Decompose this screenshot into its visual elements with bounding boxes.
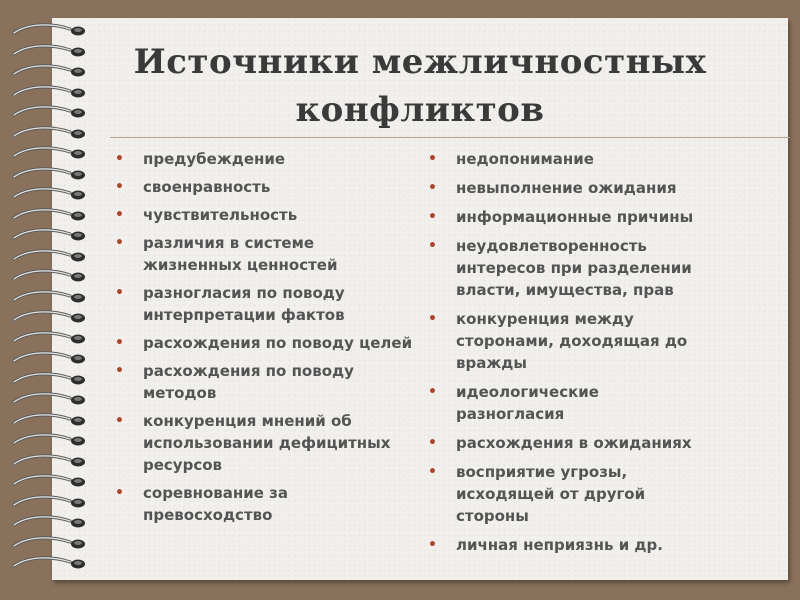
list-item [115,360,415,404]
list-item-text: личная неприязнь и др. [456,536,663,554]
bullet-icon: • [115,179,124,195]
list-item-text: чувствительность [143,206,298,224]
bullet-icon: • [428,537,437,553]
bullet-icon: • [428,180,437,196]
list-item [115,232,415,276]
title-divider [110,137,790,138]
binding-ring [8,535,88,551]
bullet-icon: • [428,311,437,327]
list-item [115,204,415,226]
binding-ring [8,309,88,325]
list-item [115,282,415,326]
binding-ring [8,391,88,407]
binding-ring [8,289,88,305]
bullet-icon: • [115,413,124,429]
title-text: Источники межличностных конфликтов [133,42,707,130]
bullet-icon: • [115,285,124,301]
left-list [115,148,415,532]
list-item [428,206,768,228]
list-item [115,332,415,354]
list-item-text: неудовлетворенность интересов при разделении власти, имущества, прав [456,237,692,299]
bullet-icon: • [428,209,437,225]
bullet-icon: • [428,435,437,451]
binding-ring [8,248,88,264]
bullet-icon: • [428,238,437,254]
binding-ring [8,350,88,366]
list-item [428,308,768,374]
list-item [428,381,768,425]
list-item [428,432,768,454]
list-item-text: восприятие угрозы, исходящей от другой стороны [456,463,646,525]
list-item-text: разногласия по поводу интерпретации фактов [143,284,345,324]
binding-ring [8,43,88,59]
list-item [115,176,415,198]
list-item [115,148,415,170]
list-item-text: своенравность [143,178,271,196]
binding-ring [8,514,88,530]
binding-ring [8,473,88,489]
binding-ring [8,186,88,202]
list-item-text: идеологические разногласия [456,383,599,423]
list-item [428,177,768,199]
bullet-icon: • [428,384,437,400]
right-list [428,148,768,563]
list-item-text: конкуренция мнений об использовании дефицитных ресурсов [143,412,391,474]
binding-ring [8,453,88,469]
list-item-text: предубеждение [143,150,286,168]
binding-ring [8,330,88,346]
bullet-icon: • [428,464,437,480]
list-item [115,410,415,476]
binding-ring [8,371,88,387]
bullet-icon: • [115,235,124,251]
list-item-text: недопонимание [456,150,594,168]
binding-ring [8,104,88,120]
binding-ring [8,63,88,79]
bullet-icon: • [115,335,124,351]
bullet-icon: • [115,363,124,379]
list-item [428,461,768,527]
binding-ring [8,166,88,182]
binding-ring [8,207,88,223]
list-item-text: невыполнение ожидания [456,179,677,197]
list-item-text: различия в системе жизненных ценностей [143,234,338,274]
list-item [115,482,415,526]
binding-ring [8,22,88,38]
binding-ring [8,432,88,448]
page-title [120,38,720,134]
binding-ring [8,412,88,428]
list-item-text: соревнование за превосходство [143,484,288,524]
list-item [428,235,768,301]
binding-ring [8,555,88,571]
binding-ring [8,268,88,284]
list-item [428,534,768,556]
binding-ring [8,125,88,141]
binding-ring [8,494,88,510]
bullet-icon: • [115,485,124,501]
list-item [428,148,768,170]
list-item-text: расхождения по поводу целей [143,334,413,352]
list-item-text: конкуренция между сторонами, доходящая до вражды [456,310,688,372]
list-item-text: расхождения в ожиданиях [456,434,692,452]
list-item-text: информационные причины [456,208,694,226]
list-item-text: расхождения по поводу методов [143,362,354,402]
spiral-binding [0,22,90,582]
binding-ring [8,84,88,100]
bullet-icon: • [115,207,124,223]
bullet-icon: • [115,151,124,167]
bullet-icon: • [428,151,437,167]
binding-ring [8,145,88,161]
binding-ring [8,227,88,243]
